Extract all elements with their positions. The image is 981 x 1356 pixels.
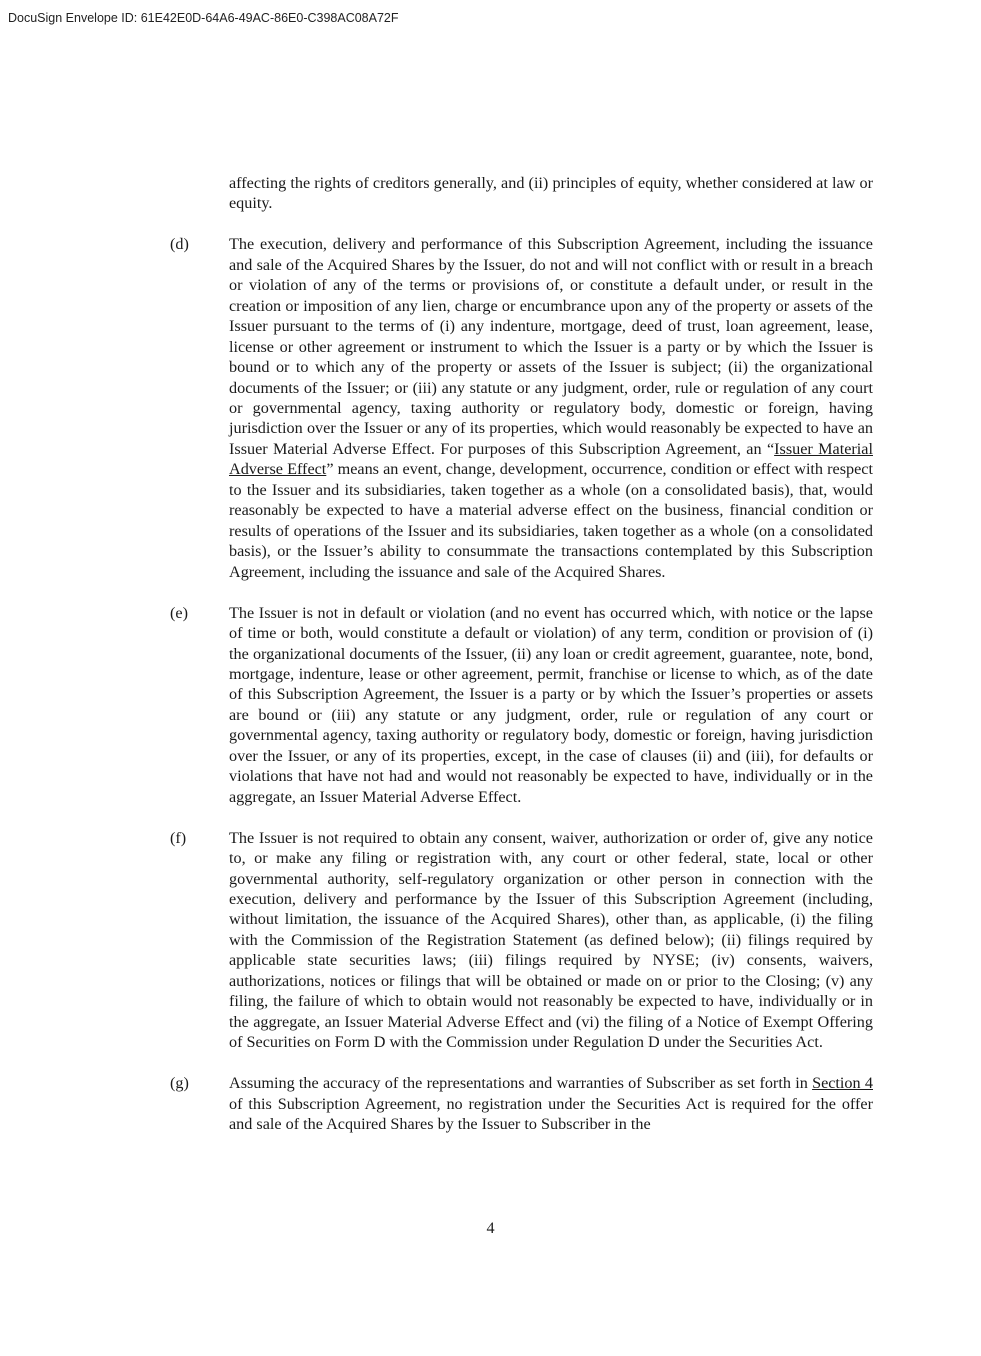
clause-label: (d)	[170, 235, 189, 254]
clause-text: The Issuer is not in default or violation (and no event has occurred which, with notice or the lapse of time or both, would constitute a default or violation) of any term, condition or provision of (i) the organizational documents of the Issuer, (ii) any loan or credit agreement, guarantee, note, bond, mortgage, indenture, lease or other agreement, permit, franchise or license to which, as of the date of this Subscription Agreement, the Issuer is a party or by which the Issuer’s properties or assets are bound or (iii) any statute or any judgment, order, rule or regulation of any court or governmental agency, taxing authority or regulatory body, domestic or foreign, having jurisdiction over the Issuer, or any of its properties, except, in the case of clauses (ii) and (iii), for defaults or violations that have not had and would not reasonably be expected to have, individually or in the aggregate, an Issuer Material Adverse Effect.	[229, 603, 873, 806]
clause-text: The execution, delivery and performance of this Subscription Agreement, including the issuance and sale of the Acquired Shares by the Issuer, do not and will not conflict with or result in a breach or violation of any of the terms or provisions of, or constitute a default under, or result in the creation or imposition of any lien, charge or encumbrance upon any of the property or assets of the Issuer pursuant to the terms of (i) any indenture, mortgage, deed of trust, loan agreement, lease, license or other agreement or instrument to which the Issuer is a party or by which the Issuer is bound or to which any of the property or assets of the Issuer is subject; (ii) the organizational documents of the Issuer; or (iii) any statute or any judgment, order, rule or regulation of any court or governmental agency, taxing authority or regulatory body, domestic or foreign, having jurisdiction over the Issuer or any of its properties, which would reasonably be expected to have an Issuer Material Adverse Effect. For purposes of this Subscription Agreement, an “	[229, 235, 873, 458]
clause-label: (g)	[170, 1074, 189, 1093]
clause-f	[170, 828, 873, 1053]
clause-d	[170, 234, 873, 582]
envelope-id: DocuSign Envelope ID: 61E42E0D-64A6-49AC-86E0-C398AC08A72F	[8, 11, 399, 25]
continuation-paragraph: affecting the rights of creditors generally, and (ii) principles of equity, whether considered at law or equity.	[229, 174, 873, 213]
clause-text: of this Subscription Agreement, no registration under the Securities Act is required for the offer and sale of the Acquired Shares by the Issuer to Subscriber in the	[229, 1094, 873, 1134]
document-body	[170, 173, 873, 1155]
clause-text: ” means an event, change, development, occurrence, condition or effect with respect to the Issuer and its subsidiaries, taken together as a whole (on a consolidated basis), that, would reasonably be expected to have a material adverse effect on the business, financial condition or results of operations of the Issuer and its subsidiaries, taken together as a whole (on a consolidated basis), or the Issuer’s ability to consummate the transactions contemplated by this Subscription Agreement, including the issuance and sale of the Acquired Shares.	[229, 460, 873, 581]
clause-e	[170, 603, 873, 808]
clause-label: (f)	[170, 828, 187, 847]
section-reference: Section 4	[812, 1074, 873, 1093]
clause-g	[170, 1073, 873, 1134]
clause-label: (e)	[170, 603, 188, 622]
clause-text: Assuming the accuracy of the representations and warranties of Subscriber as set forth in	[229, 1074, 813, 1093]
clause-text: The Issuer is not required to obtain any consent, waiver, authorization or order of, give any notice to, or make any filing or registration with, any court or other federal, state, local or other governmental authority, self-regulatory organization or other person in connection with the execution, delivery and performance by the Issuer of this Subscription Agreement (including, without limitation, the issuance of the Acquired Shares), other than, as applicable, (i) the filing with the Commission of the Registration Statement (as defined below); (ii) filings required by applicable state securities laws; (iii) filings required by NYSE; (iv) consents, waivers, authorizations, notices or filings that will be obtained or made on or prior to the Closing; (v) any filing, the failure of which to obtain would not reasonably be expected to have, individually or in the aggregate, an Issuer Material Adverse Effect and (vi) the filing of a Notice of Exempt Offering of Securities on Form D with the Commission under Regulation D under the Securities Act.	[229, 828, 873, 1052]
defined-term: Issuer Material Adverse Effect	[229, 439, 873, 479]
page-number: 4	[486, 1219, 495, 1237]
